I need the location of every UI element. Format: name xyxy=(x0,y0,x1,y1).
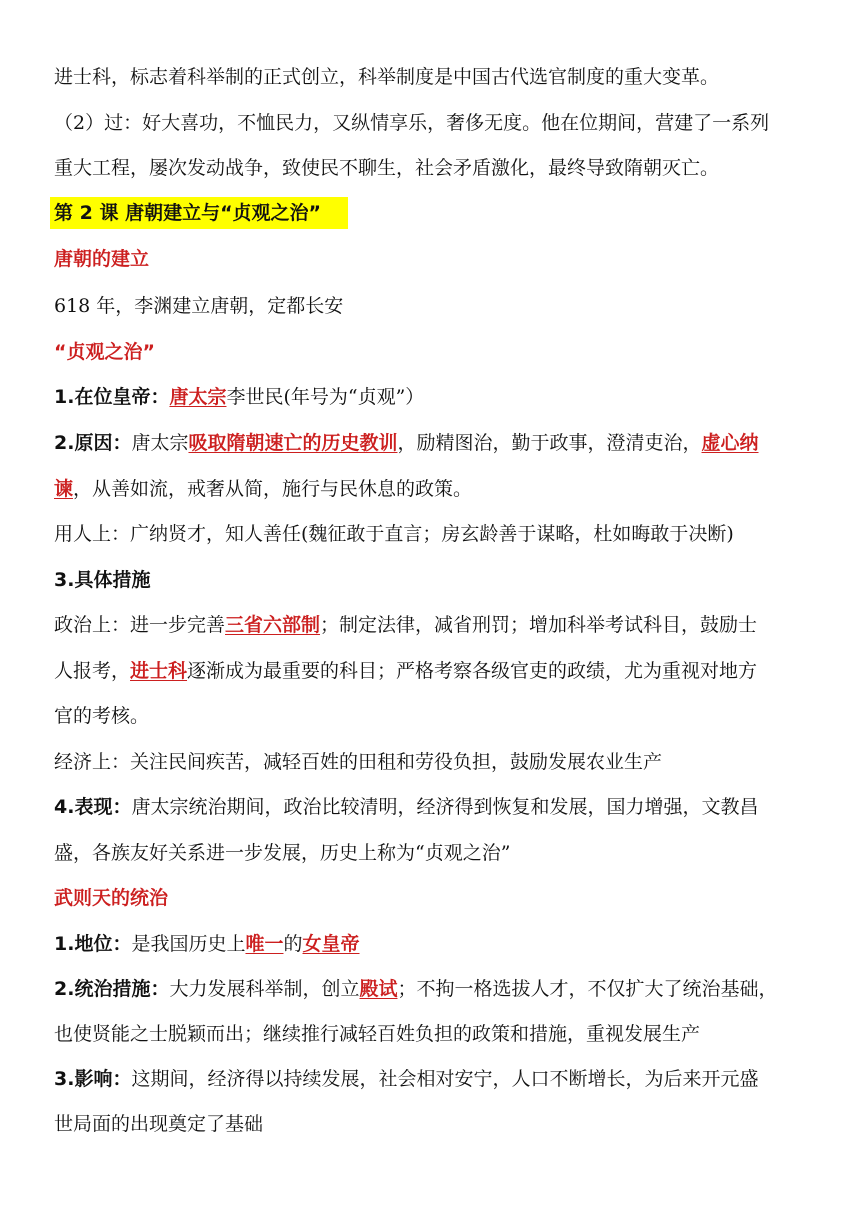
key-term: 进士科 xyxy=(130,660,188,682)
key-term: 唯一 xyxy=(245,933,284,955)
paragraph-line: 618 年，李渊建立唐朝，定都长安 xyxy=(54,295,344,317)
paragraph-line: 进士科，标志着科举制的正式创立，科举制度是中国古代选官制度的重大变革。 xyxy=(54,66,720,88)
section-heading: “贞观之治” xyxy=(54,341,155,363)
item-text: 大力发展科举制，创立 xyxy=(169,978,360,1000)
item-text: ；制定法律，减省刑罚；增加科举考试科目，鼓励士 xyxy=(320,614,758,636)
paragraph-line xyxy=(54,794,758,820)
item-text: 李世民(年号为“贞观”） xyxy=(226,386,425,408)
item-label: 1.地位： xyxy=(54,933,132,955)
section-heading: 武则天的统治 xyxy=(54,887,169,909)
key-term: 唐太宗 xyxy=(169,386,227,408)
paragraph-line: 盛，各族友好关系进一步发展，历史上称为“贞观之治” xyxy=(54,842,511,864)
item-text: 这期间，经济得以持续发展，社会相对安宁，人口不断增长，为后来开元盛 xyxy=(131,1068,759,1090)
item-text: 唐太宗 xyxy=(131,432,189,454)
paragraph-line: 用人上：广纳贤才，知人善任(魏征敢于直言；房玄龄善于谋略，杜如晦敢于决断) xyxy=(54,523,734,545)
paragraph-line xyxy=(54,612,757,638)
paragraph-line xyxy=(54,1066,758,1092)
paragraph-line xyxy=(54,976,778,1002)
paragraph-line: 也使贤能之士脱颖而出；继续推行减轻百姓负担的政策和措施，重视发展生产 xyxy=(54,1023,701,1045)
item-text: 的 xyxy=(283,933,303,955)
item-text: 逐渐成为最重要的科目；严格考察各级官吏的政绩，尤为重视对地方 xyxy=(187,660,758,682)
paragraph-line xyxy=(54,430,759,456)
item-label: 1.在位皇帝： xyxy=(54,386,170,408)
paragraph-line xyxy=(54,384,424,410)
item-text: ；不拘一格选拔人才，不仅扩大了统治基础， xyxy=(397,978,778,1000)
item-text: 唐太宗统治期间，政治比较清明，经济得到恢复和发展，国力增强，文教昌 xyxy=(131,796,759,818)
item-text: ，励精图治，勤于政事，澄清吏治， xyxy=(397,432,702,454)
paragraph-line xyxy=(54,931,360,957)
key-term: 吸取隋朝速亡的历史教训 xyxy=(188,432,398,454)
key-term: 三省六部制 xyxy=(225,614,321,636)
paragraph-line: （2）过：好大喜功，不恤民力，又纵情享乐，奢侈无度。他在位期间，营建了一系列 xyxy=(54,112,770,134)
key-term: 虚心纳 xyxy=(701,432,759,454)
paragraph-line: 重大工程，屡次发动战争，致使民不聊生，社会矛盾激化，最终导致隋朝灭亡。 xyxy=(54,157,720,179)
key-term: 殿试 xyxy=(359,978,398,1000)
item-text: 人报考， xyxy=(54,660,131,682)
item-label: 3.具体措施 xyxy=(54,569,151,591)
item-label: 4.表现： xyxy=(54,796,132,818)
item-label: 2.原因： xyxy=(54,432,132,454)
item-text: 政治上：进一步完善 xyxy=(54,614,226,636)
item-text: ，从善如流，戒奢从简，施行与民休息的政策。 xyxy=(73,478,473,500)
paragraph-line xyxy=(54,476,472,502)
item-text: 是我国历史上 xyxy=(131,933,246,955)
key-term: 女皇帝 xyxy=(302,933,360,955)
paragraph-line: 官的考核。 xyxy=(54,705,150,727)
paragraph-line: 经济上：关注民间疾苦，减轻百姓的田租和劳役负担，鼓励发展农业生产 xyxy=(54,751,663,773)
paragraph-line: 世局面的出现奠定了基础 xyxy=(54,1113,264,1135)
item-label: 3.影响： xyxy=(54,1068,132,1090)
paragraph-line xyxy=(54,658,757,684)
key-term: 谏 xyxy=(54,478,74,500)
section-heading: 唐朝的建立 xyxy=(54,248,150,270)
item-label: 2.统治措施： xyxy=(54,978,170,1000)
lesson-title: 第 2 课 唐朝建立与“贞观之治” xyxy=(50,197,348,229)
